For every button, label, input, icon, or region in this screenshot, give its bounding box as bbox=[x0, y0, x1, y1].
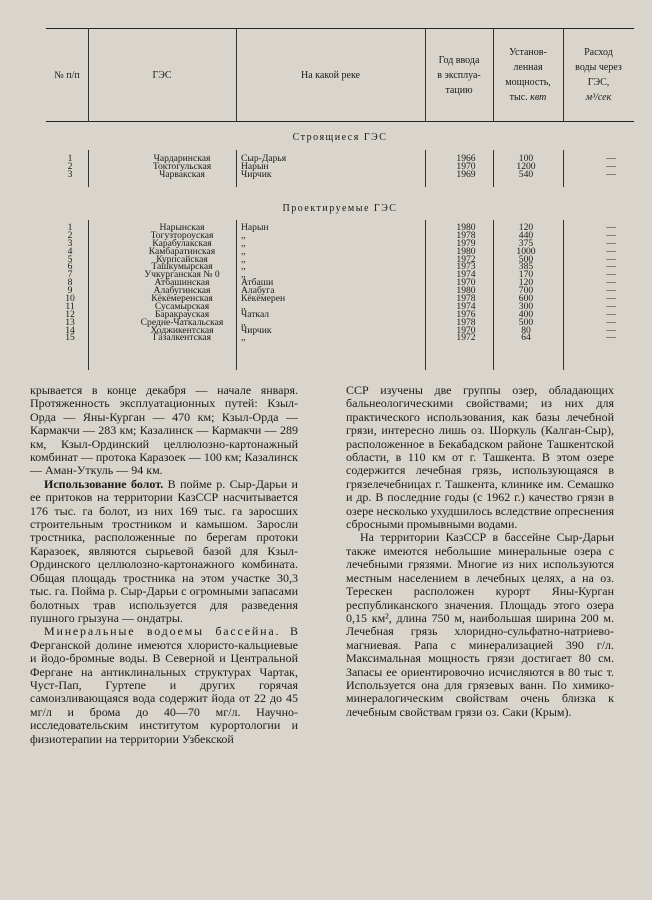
header-ges: ГЭС bbox=[152, 69, 172, 81]
table-header-bottom-rule bbox=[46, 121, 634, 122]
table-row: 7 Учкурганская № 0 ,, 1974 170 — bbox=[67, 269, 616, 281]
paragraph: Использование болот. В пойме р. Сыр-Дарьи и ее притоков на территории КазССР насчитывается 176 тыс. га болот, из них 169 тыс. га заросших строительным тростником и камышом. Заросли тростника, расположенные по берегам протоки Каразоек, являются сырьевой базой для Кзыл-Ординского целлюлозно-картонажного комбината. Общая площадь тростника на этом участке 30,3 тыс. га. Пойма р. Сыр-Дарьи с огромными запасами болотных трав используется для разведения пушного грызуна — ондатры. bbox=[30, 476, 298, 625]
table-row: 3 Чарвакская Чирчик 1969 540 — bbox=[67, 168, 616, 180]
table-row: 11 Сусамырская ,, 1974 300 — bbox=[65, 300, 616, 312]
table-row: 2 Токтогульская Нарын 1970 1200 — bbox=[67, 160, 616, 172]
paragraph-heading: Использование болот. bbox=[44, 476, 164, 491]
header-flow: Расход воды через ГЭС, м³/сек bbox=[575, 47, 622, 103]
table-row: 8 Атбашинская Атбаши 1970 120 — bbox=[67, 277, 616, 289]
header-river: На какой реке bbox=[301, 69, 360, 81]
header-power: Установ- ленная мощность, тыс. квт bbox=[505, 47, 551, 103]
paragraph: крывается в конце декабря — начале января. Протяженность эксплуатационных путей: Кзыл-Орда — Яны-Курган — 470 км; Кзыл-Орда — Кармакчи — 283 км; Казалинск — Кармакчи — 289 км, Кзыл-Ординский целлюлозно-картонажный комбинат — протока Каразоек — 100 км; Казалинск — Аман-Уткуль — 94 км. bbox=[30, 383, 298, 478]
table-row: 2 Тогузтороуская ,, 1978 440 — bbox=[67, 229, 616, 241]
section-title-planned: Проектируемые ГЭС bbox=[282, 203, 398, 214]
table-row: 14 Ходжикентская Чирчик 1970 80 — bbox=[65, 324, 616, 336]
table-body-planned bbox=[46, 224, 634, 342]
table-row: 5 Курпсайская ,, 1972 500 — bbox=[67, 253, 616, 265]
paragraph: ССР изучены две группы озер, обладающих бальнеологическими свойствами; из них для практического использования, как базы лечебной грязи, интересно лишь оз. Шоркуль (Калган-Сыр), расположенное в Бекабадском районе Ташкентской области, в 110 км от г. Ташкента. В этом озере содержится лечебная грязь, использующаяся в грязелечебницах г. Ташкента, клинике им. Семашко и др. В последние годы (с 1962 г.) качество грязи в озере несколько ухудшилось вследствие опреснения сбросными промывными водами. bbox=[346, 383, 614, 532]
header-year: Год ввода в эксплуа- тацию bbox=[437, 54, 481, 96]
table-row: 15 Газалкентская ,, 1972 64 — bbox=[65, 332, 616, 344]
table-row: 6 Ташкумырская ,, 1973 385 — bbox=[67, 261, 616, 273]
table-row: 10 Кёкёмеренская Кёкёмерен 1978 600 — bbox=[65, 293, 616, 305]
table-row: 4 Камбаратинская ,, 1980 1000 — bbox=[67, 245, 616, 257]
paragraph: Минеральные водоемы бассейна. В Ферганской долине имеются хлористо-кальциевые и йодо-бромные воды. В Северной и Центральной Фергане на антиклинальных структурах Чартак, Чуст-Пап, Гуртепе и других горячая самоизливающаяся вода содержит йода от 22 до 45 мг/л и брома до 40—70 мг/л. Научно-исследовательским институтом курортологии и физиотерапии на территории Узбекской bbox=[30, 624, 298, 746]
section-title-under-construction: Строящиеся ГЭС bbox=[292, 132, 388, 143]
text-column-left bbox=[30, 384, 298, 746]
table-body-under-construction bbox=[46, 155, 634, 179]
paragraph-heading: Минеральные водоемы бассейна. bbox=[44, 624, 281, 639]
table-row: 1 Нарынская Нарын 1980 120 — bbox=[67, 222, 616, 233]
table-row: 12 Баракрауская Чаткал 1976 400 — bbox=[65, 308, 616, 320]
table-row: 9 Алабугинская Алабуга 1980 700 — bbox=[67, 285, 616, 297]
table-row: 3 Карабулакская ,, 1979 375 — bbox=[67, 237, 616, 249]
table-row: 13 Средне-Чаткальская ,, 1978 500 — bbox=[65, 316, 616, 328]
text-column-right bbox=[346, 384, 614, 719]
paragraph: На территории КазССР в бассейне Сыр-Дарьи также имеются небольшие минеральные озера с лечебными грязями. Многие из них используются местным населением в лечебных целях, а на оз. Терескен расположен курорт Яны-Курган республиканского значения. Площадь этого озера 0,15 км², длина 750 м, наибольшая ширина 200 м. Лечебная грязь хлоридно-сульфатно-натриево-магниевая. Рапа с минерализацией 390 г/л. Максимальная мощность грязи достигает 80 см. Запасы ее ориентировочно исчисляются в 80 тыс т. Используется она для грязевых ванн. По химико-минералогическим свойствам очень близка к лечебным свойствам грязи оз. Саки (Крым). bbox=[346, 530, 614, 719]
header-num: № п/п bbox=[54, 69, 80, 81]
table-row: 1 Чардаринская Сыр-Дарья 1966 100 — bbox=[67, 153, 616, 164]
